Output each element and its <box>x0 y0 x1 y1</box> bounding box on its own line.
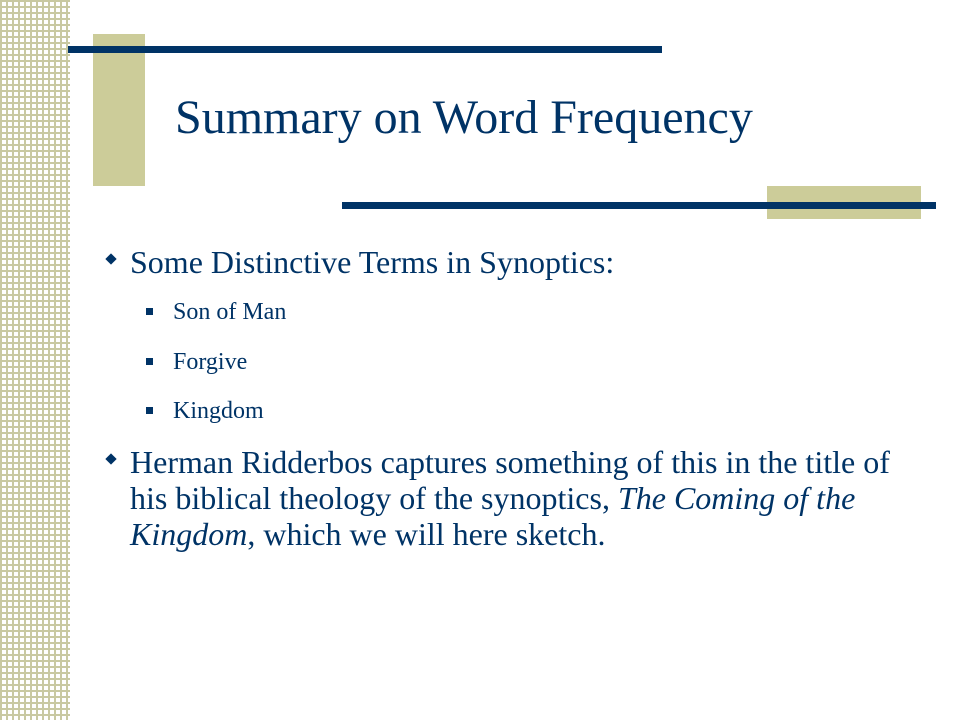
left-hatched-strip <box>0 0 70 720</box>
navy-rule-right <box>342 202 936 209</box>
sub-item: Son of Man <box>173 299 287 325</box>
navy-rule-top <box>68 46 662 53</box>
sub-item: Kingdom <box>173 398 264 424</box>
diamond-bullet-icon <box>105 253 116 264</box>
square-bullet-icon <box>146 358 153 365</box>
paragraph-text-end: , which we will here sketch. <box>247 516 606 552</box>
paragraph-text: Herman Ridderbos captures something of this in the title of his biblical theology of the synoptics, <box>130 444 890 516</box>
olive-accent-bar-top <box>93 34 145 186</box>
sub-item: Forgive <box>173 349 248 375</box>
square-bullet-icon <box>146 407 153 414</box>
bullet-item-paragraph <box>130 444 900 552</box>
book-title: The Coming of the Kingdom <box>130 480 856 552</box>
diamond-bullet-icon <box>105 453 116 464</box>
slide-title: Summary on Word Frequency <box>175 91 753 144</box>
bullet-item: Some Distinctive Terms in Synoptics: <box>130 244 615 280</box>
square-bullet-icon <box>146 308 153 315</box>
